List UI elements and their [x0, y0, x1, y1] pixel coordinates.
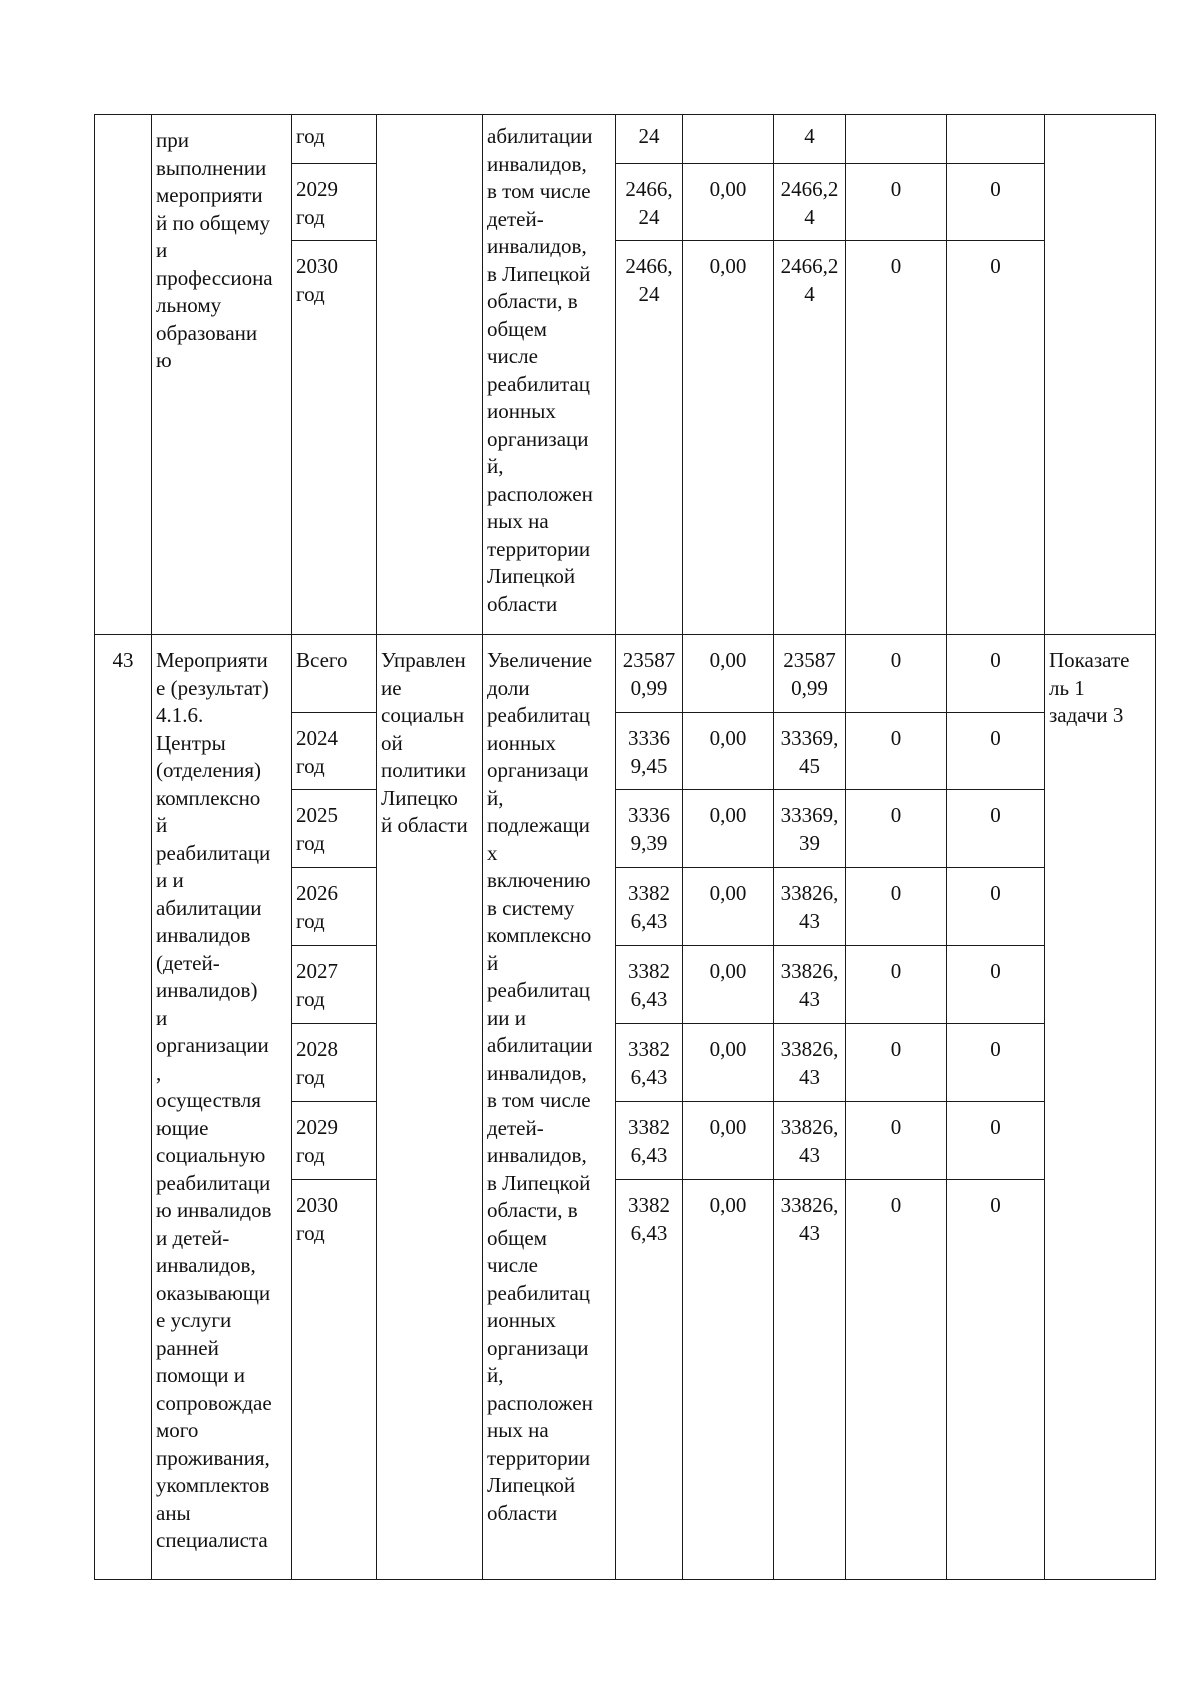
federal-cell: 0,00	[683, 241, 774, 635]
local-cell: 0	[846, 241, 947, 635]
local-cell: 0	[846, 713, 947, 790]
federal-cell: 0,00	[683, 1180, 774, 1580]
total-cell: 2466, 24	[616, 241, 683, 635]
federal-cell: 0,00	[683, 868, 774, 946]
other-cell	[947, 115, 1045, 164]
year-cell: 2027 год	[292, 946, 377, 1024]
cont-number-cell	[95, 115, 152, 635]
total-cell: 3336 9,39	[616, 790, 683, 868]
other-cell: 0	[947, 868, 1045, 946]
other-cell: 0	[947, 713, 1045, 790]
local-cell: 0	[846, 790, 947, 868]
local-cell: 0	[846, 1102, 947, 1180]
total-cell: 24	[616, 115, 683, 164]
year-cell: 2024 год	[292, 713, 377, 790]
regional-cell: 23587 0,99	[774, 635, 846, 713]
local-cell	[846, 115, 947, 164]
federal-cell	[683, 115, 774, 164]
year-cell: 2025 год	[292, 790, 377, 868]
other-cell: 0	[947, 790, 1045, 868]
local-cell: 0	[846, 164, 947, 241]
total-cell: 3382 6,43	[616, 1180, 683, 1580]
indicator-cell: Увеличение доли реабилитац ионных организаци й, подлежащи х включению в систему комплексно й реабилитац ии и абилитации инвалидов, в том числе детей- инвалидов, в Липецкой области, в общем числе реабилитац ионных организаци й, расположен ных на территории Липецкой области	[483, 635, 616, 1580]
year-cell: год	[292, 115, 377, 164]
other-cell: 0	[947, 164, 1045, 241]
regional-cell: 33826, 43	[774, 868, 846, 946]
total-cell: 3382 6,43	[616, 868, 683, 946]
cont-note-cell	[1045, 115, 1156, 635]
year-cell: 2030 год	[292, 1180, 377, 1580]
table-row	[95, 635, 1156, 713]
other-cell: 0	[947, 635, 1045, 713]
regional-cell: 33369, 39	[774, 790, 846, 868]
year-cell: 2029 год	[292, 164, 377, 241]
federal-cell: 0,00	[683, 635, 774, 713]
total-cell: 23587 0,99	[616, 635, 683, 713]
total-cell: 3382 6,43	[616, 1102, 683, 1180]
year-cell: 2028 год	[292, 1024, 377, 1102]
program-measures-table	[94, 114, 1156, 1580]
federal-cell: 0,00	[683, 946, 774, 1024]
year-cell: 2026 год	[292, 868, 377, 946]
other-cell: 0	[947, 241, 1045, 635]
total-cell: 3382 6,43	[616, 1024, 683, 1102]
local-cell: 0	[846, 868, 947, 946]
total-cell: 3382 6,43	[616, 946, 683, 1024]
year-cell: 2029 год	[292, 1102, 377, 1180]
regional-cell: 33369, 45	[774, 713, 846, 790]
federal-cell: 0,00	[683, 790, 774, 868]
other-cell: 0	[947, 946, 1045, 1024]
total-cell: 3336 9,45	[616, 713, 683, 790]
cont-name-cell: при выполнении мероприяти й по общему и профессиона льному образовани ю	[152, 115, 292, 635]
note-cell: Показате ль 1 задачи 3	[1045, 635, 1156, 1580]
local-cell: 0	[846, 1024, 947, 1102]
federal-cell: 0,00	[683, 164, 774, 241]
total-cell: 2466, 24	[616, 164, 683, 241]
local-cell: 0	[846, 635, 947, 713]
other-cell: 0	[947, 1180, 1045, 1580]
regional-cell: 33826, 43	[774, 1024, 846, 1102]
regional-cell: 2466,2 4	[774, 241, 846, 635]
regional-cell: 2466,2 4	[774, 164, 846, 241]
cont-executor-cell	[377, 115, 483, 635]
other-cell: 0	[947, 1024, 1045, 1102]
regional-cell: 33826, 43	[774, 946, 846, 1024]
regional-cell: 33826, 43	[774, 1102, 846, 1180]
federal-cell: 0,00	[683, 1024, 774, 1102]
regional-cell: 33826, 43	[774, 1180, 846, 1580]
federal-cell: 0,00	[683, 1102, 774, 1180]
other-cell: 0	[947, 1102, 1045, 1180]
measure-name-cell: Мероприяти е (результат) 4.1.6. Центры (отделения) комплексно й реабилитаци и и абилитации инвалидов (детей- инвалидов) и организации , осуществля ющие социальную реабилитаци ю инвалидов и детей- инвалидов, оказывающи е услуги ранней помощи и сопровождае мого проживания, укомплектов аны специалиста	[152, 635, 292, 1580]
cont-indicator-cell: абилитации инвалидов, в том числе детей- инвалидов, в Липецкой области, в общем числе реабилитац ионных организаци й, расположен ных на территории Липецкой области	[483, 115, 616, 635]
year-cell: 2030 год	[292, 241, 377, 635]
regional-cell: 4	[774, 115, 846, 164]
executor-cell: Управлен ие социальн ой политики Липецко й области	[377, 635, 483, 1580]
local-cell: 0	[846, 946, 947, 1024]
table-row	[95, 115, 1156, 164]
year-cell: Всего	[292, 635, 377, 713]
local-cell: 0	[846, 1180, 947, 1580]
row-number-cell: 43	[95, 635, 152, 1580]
federal-cell: 0,00	[683, 713, 774, 790]
